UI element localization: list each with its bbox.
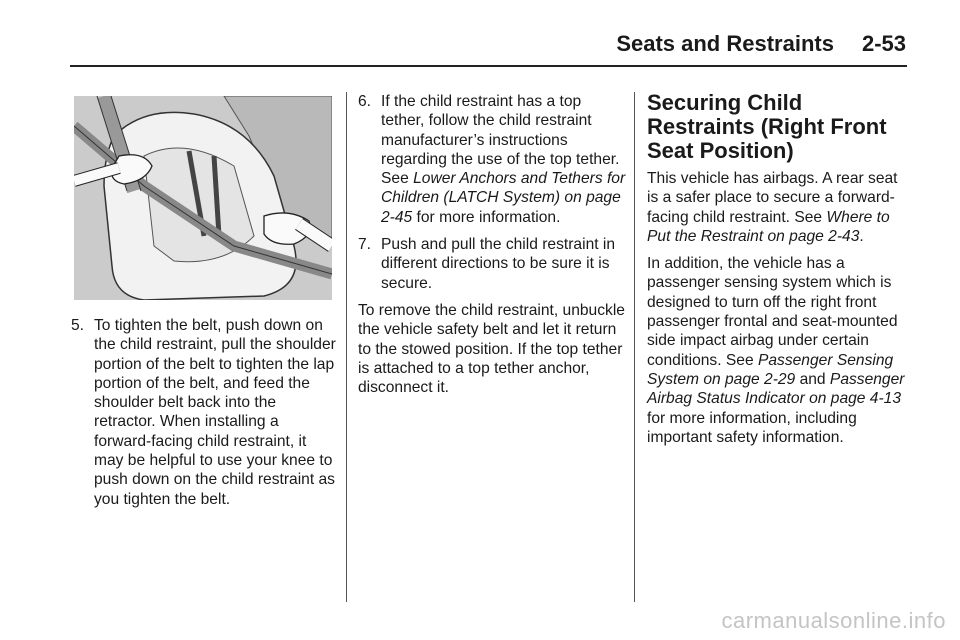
step-7-text: Push and pull the child restraint in different directions to be sure it is secure. <box>381 236 616 292</box>
latch-reference-link[interactable]: Lower Anchors and Tethers for Children (LATCH System) on page 2-45 <box>381 170 626 226</box>
left-column <box>71 316 337 517</box>
airbag-paragraph-end: . <box>859 227 864 245</box>
step-5 <box>71 316 337 509</box>
section-title: Seats and Restraints <box>616 31 834 56</box>
remove-restraint-paragraph: To remove the child restraint, unbuckle the vehicle safety belt and let it return to the stowed position. If the top tether is attached to a top tether anchor, disconnect it. <box>358 301 625 397</box>
airbag-paragraph-text: This vehicle has airbags. A rear seat is a safer place to secure a forward-facing child restraint. See <box>647 170 898 226</box>
airbag-paragraph <box>647 169 913 246</box>
sensing-system-paragraph <box>647 254 913 447</box>
step-6 <box>358 92 626 227</box>
child-restraint-illustration <box>74 96 332 300</box>
step-7 <box>358 235 626 293</box>
step-6-number: 6. <box>358 93 372 110</box>
page-header <box>0 28 906 60</box>
header-rule <box>70 65 907 67</box>
section-heading: Securing Child Restraints (Right Front Seat Position) <box>647 90 887 163</box>
step-7-number: 7. <box>358 236 372 254</box>
watermark: carmanualsonline.info <box>721 608 946 633</box>
step-6-text-b: for more information. <box>412 208 561 226</box>
restraint-location-link[interactable]: Where to Put the Restraint on page 2-43 <box>647 208 890 245</box>
middle-column <box>358 92 626 405</box>
column-divider-1 <box>346 92 347 602</box>
sensing-paragraph-text-b: for more information, including important safety information. <box>647 409 857 446</box>
page-number: 2-53 <box>861 31 906 56</box>
step-5-number: 5. <box>71 317 85 334</box>
airbag-status-indicator-link[interactable]: Passenger Airbag Status Indicator on page 4-13 <box>647 370 905 408</box>
passenger-sensing-link[interactable]: Passenger Sensing System on page 2-29 <box>647 351 894 388</box>
sensing-paragraph-text-a: In addition, the vehicle has a passenger sensing system which is designed to turn off the right front passenger frontal and seat-mounted side impact airbag under certain conditions. See <box>647 255 898 369</box>
child-seat-illustration-svg <box>74 96 332 300</box>
right-column <box>647 91 913 455</box>
sensing-paragraph-and: and <box>795 370 830 388</box>
step-5-text: To tighten the belt, push down on the child restraint, pull the shoulder portion of the belt to tighten the lap portion of the belt, and feed the shoulder belt back into the retractor. When installing a forward-facing child restraint, it may be helpful to use your knee to push down on the child restraint as you tighten the belt. <box>94 317 336 508</box>
step-6-text-a: If the child restraint has a top tether, follow the child restraint manufacturer’s instructions regarding the use of the top tether. See <box>381 93 620 188</box>
column-divider-2 <box>634 92 635 602</box>
